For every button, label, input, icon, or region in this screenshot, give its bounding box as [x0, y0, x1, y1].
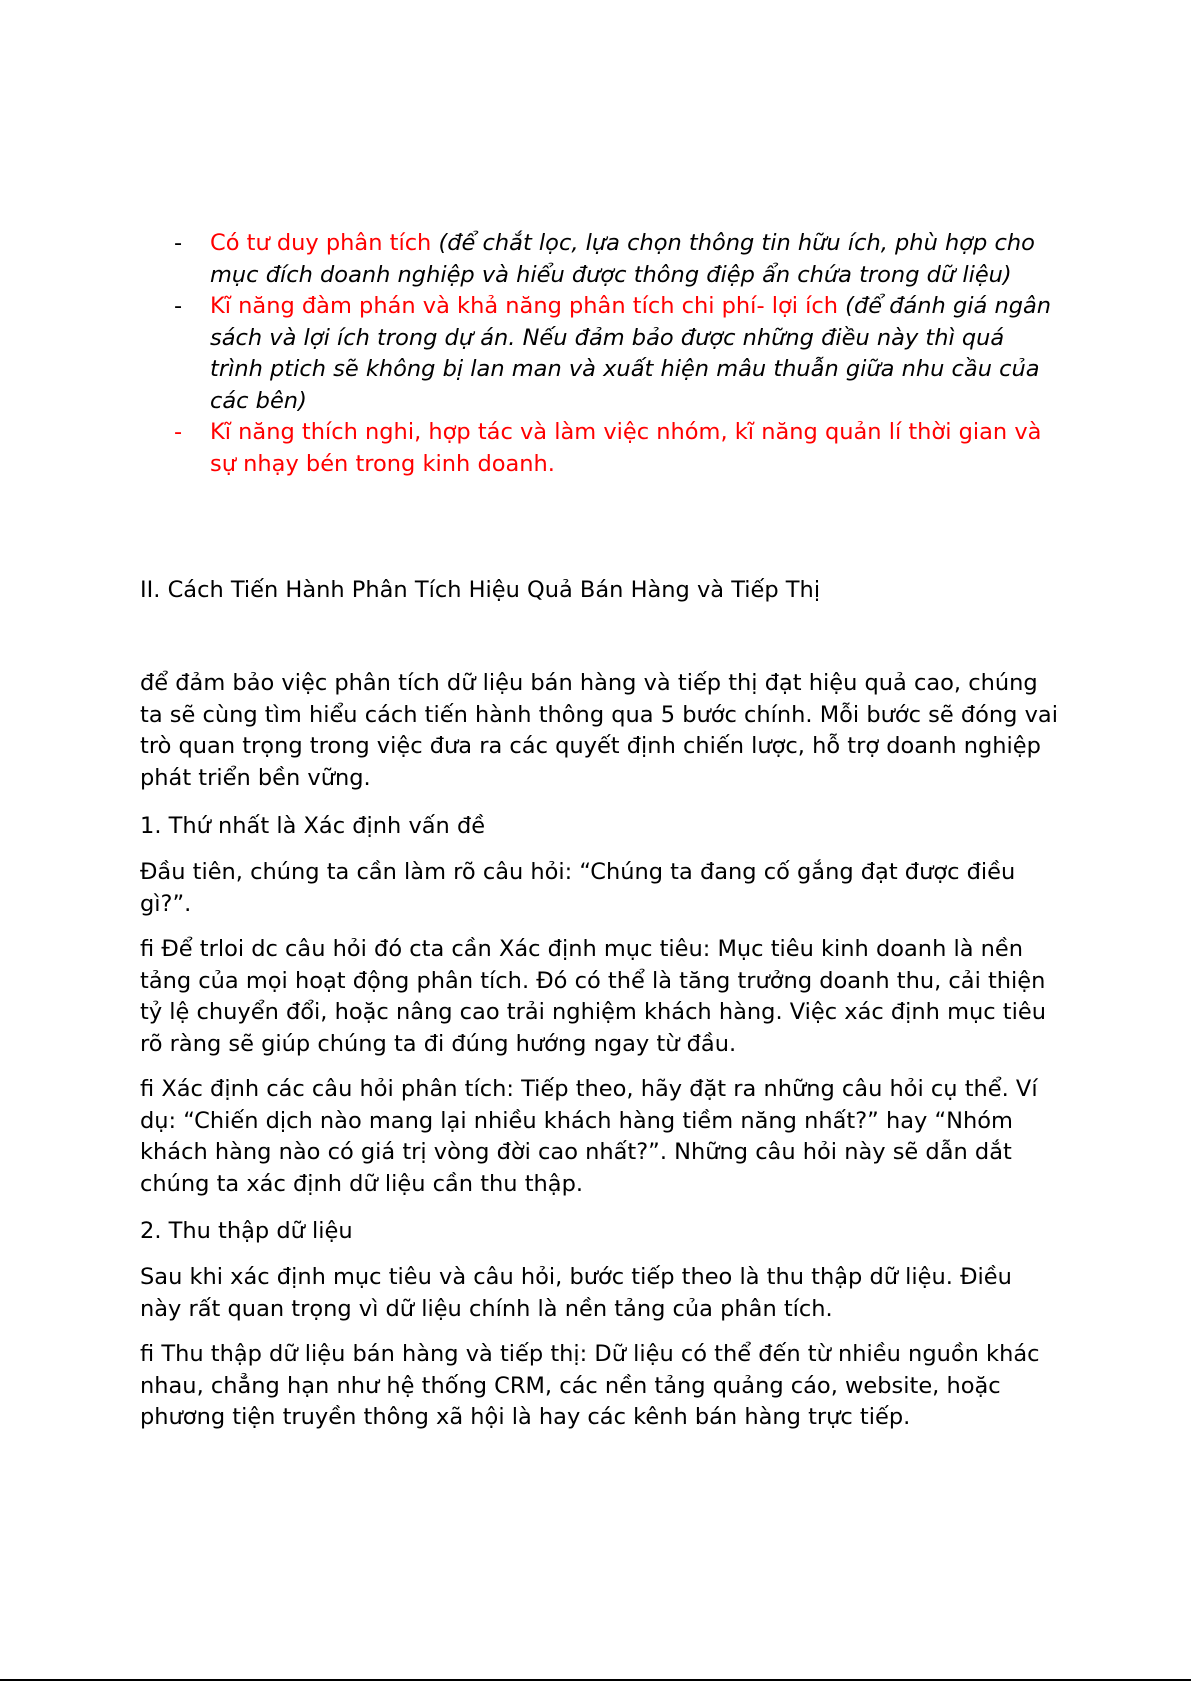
list-dash: - — [174, 293, 183, 319]
step1-question-paragraph: Đầu tiên, chúng ta cần làm rõ câu hỏi: “Chúng ta đang cố gắng đạt được điều gì?”. — [140, 859, 1016, 917]
skill-title: Kĩ năng thích nghi, hợp tác và làm việc nhóm, kĩ năng quản lí thời gian và sự nhạy bén trong kinh doanh. — [210, 419, 1042, 477]
step1-title: 1. Thứ nhất là Xác định vấn đề — [140, 813, 486, 839]
skill-title: Kĩ năng đàm phán và khả năng phân tích chi phí- lợi ích — [210, 293, 839, 319]
page-bottom-rule — [0, 1679, 1191, 1681]
list-dash: - — [174, 419, 183, 445]
section-heading: II. Cách Tiến Hành Phân Tích Hiệu Quả Bán Hàng và Tiếp Thị — [140, 577, 821, 603]
skill-note: (để chắt lọc, lựa chọn thông tin hữu ích, phù hợp cho mục đích doanh nghiệp và hiểu được thông điệp ẩn chứa trong dữ liệu) — [210, 230, 1035, 288]
intro-paragraph: để đảm bảo việc phân tích dữ liệu bán hàng và tiếp thị đạt hiệu quả cao, chúng ta sẽ cùng tìm hiểu cách tiến hành thông qua 5 bước chính. Mỗi bước sẽ đóng vai trò quan trọng trong việc đưa ra các quyết định chiến lược, hỗ trợ doanh nghiệp phát triển bền vững. — [140, 670, 1058, 791]
step1-questions-paragraph: fi Xác định các câu hỏi phân tích: Tiếp theo, hãy đặt ra những câu hỏi cụ thể. Ví dụ: “Chiến dịch nào mang lại nhiều khách hàng tiềm năng nhất?” hay “Nhóm khách hàng nào có giá trị vòng đời cao nhất?”. Những câu hỏi này sẽ dẫn dắt chúng ta xác định dữ liệu cần thu thập. — [140, 1076, 1038, 1197]
skill-title: Có tư duy phân tích — [210, 230, 432, 256]
step1-goal-paragraph: fi Để trloi dc câu hỏi đó cta cần Xác định mục tiêu: Mục tiêu kinh doanh là nền tảng của mọi hoạt động phân tích. Đó có thể là tăng trưởng doanh thu, cải thiện tỷ lệ chuyển đổi, hoặc nâng cao trải nghiệm khách hàng. Việc xác định mục tiêu rõ ràng sẽ giúp chúng ta đi đúng hướng ngay từ đầu. — [140, 936, 1046, 1057]
skill-note: (để đánh giá ngân sách và lợi ích trong dự án. Nếu đảm bảo được những điều này thì quá trình ptich sẽ không bị lan man và xuất hiện mâu thuẫn giữa nhu cầu của các bên) — [210, 293, 1052, 414]
skill-item-analytical-thinking — [140, 228, 1060, 291]
skill-item-negotiation — [140, 291, 1060, 417]
step2-title: 2. Thu thập dữ liệu — [140, 1218, 353, 1244]
skill-item-adaptability — [140, 417, 1060, 480]
list-dash: - — [174, 230, 183, 256]
step2-description-paragraph: Sau khi xác định mục tiêu và câu hỏi, bước tiếp theo là thu thập dữ liệu. Điều này rất quan trọng vì dữ liệu chính là nền tảng của phân tích. — [140, 1264, 1012, 1322]
skills-list — [140, 228, 1060, 480]
step2-collection-paragraph: fi Thu thập dữ liệu bán hàng và tiếp thị: Dữ liệu có thể đến từ nhiều nguồn khác nhau, chẳng hạn như hệ thống CRM, các nền tảng quảng cáo, website, hoặc phương tiện truyền thông xã hội là hay các kênh bán hàng trực tiếp. — [140, 1341, 1040, 1430]
